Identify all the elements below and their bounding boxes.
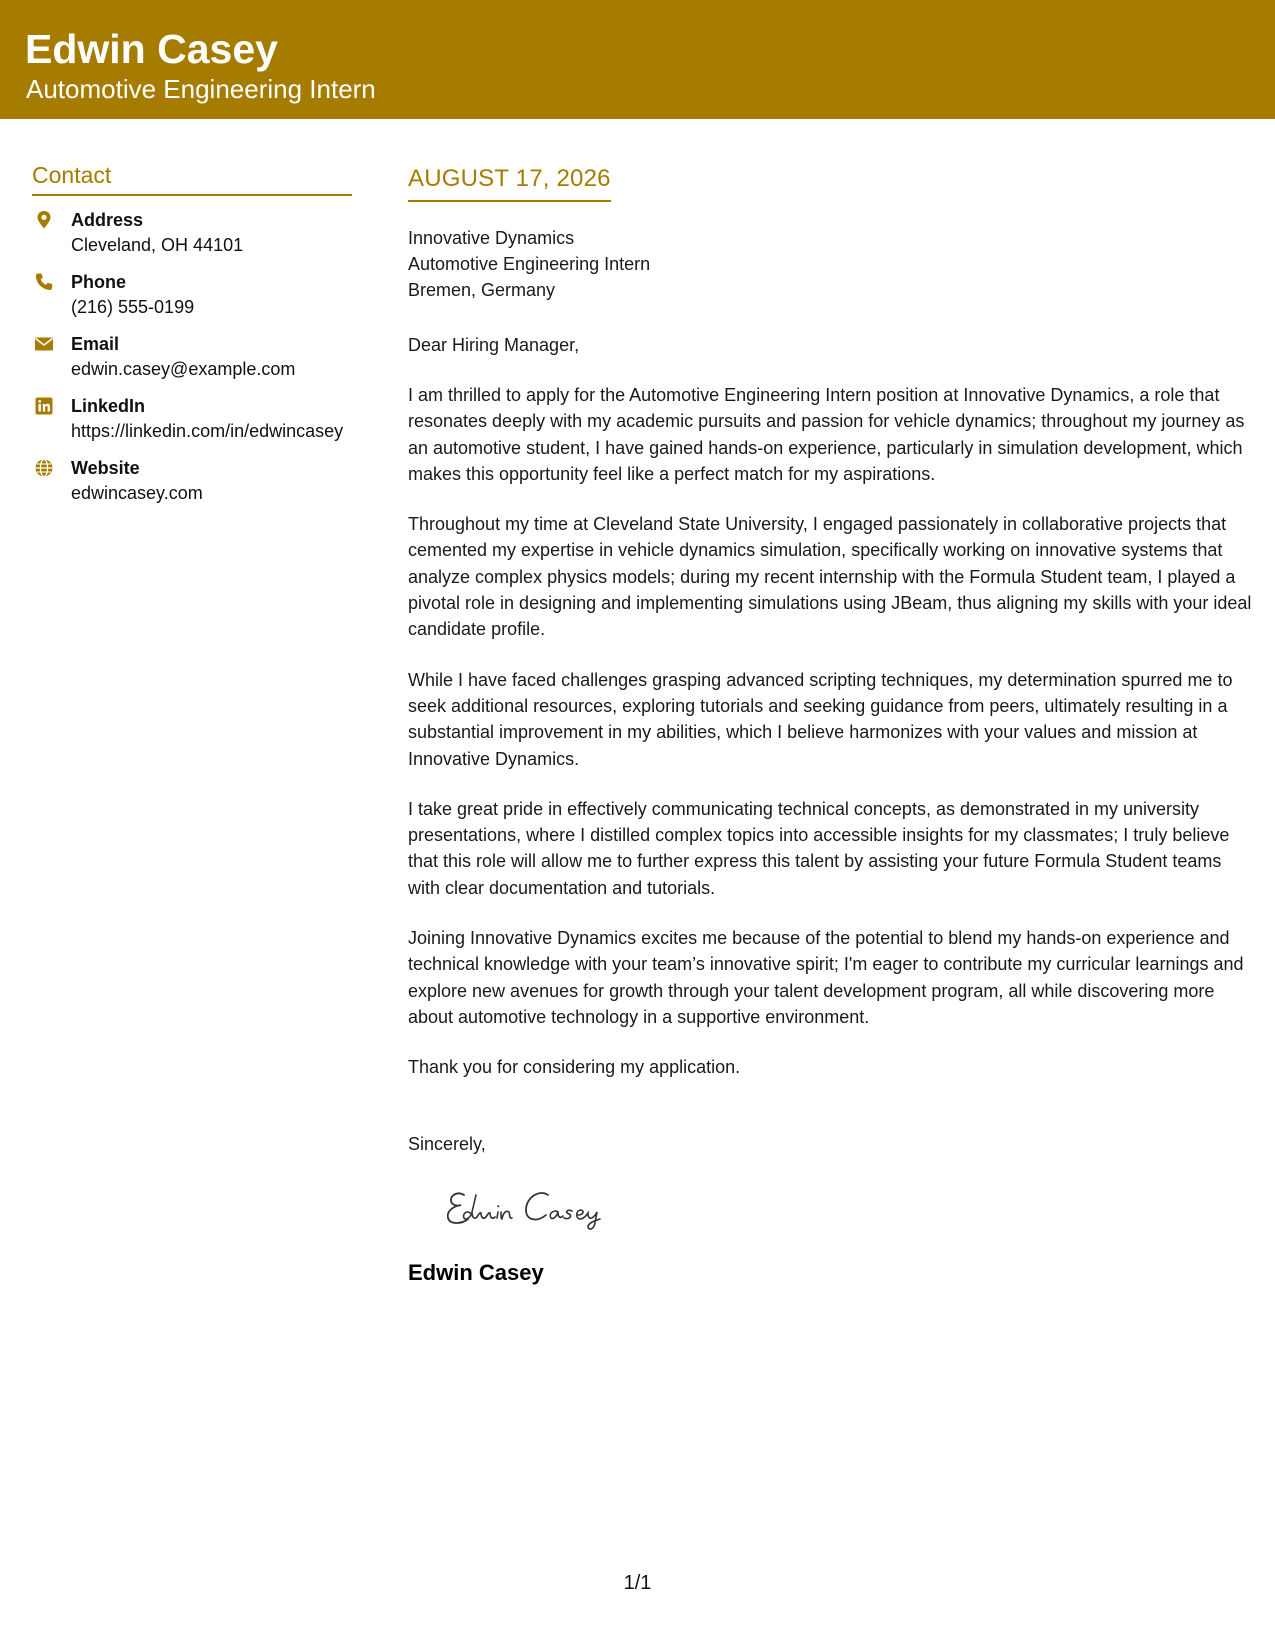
- contact-email: [32, 332, 352, 382]
- website-label: Website: [71, 458, 140, 478]
- closing: Sincerely,: [408, 1133, 486, 1154]
- email-label: Email: [71, 334, 120, 354]
- header-banner: [0, 0, 1275, 119]
- contact-linkedin: [32, 394, 352, 444]
- paragraph-1: I am thrilled to apply for the Automotive Engineering Intern position at Innovative Dynamics, a role that resonates deeply with my academic pursuits and passion for vehicle dynamics; throughout my journey as an automotive student, I have gained hands-on experience, particularly in simulation development, which makes this opportunity feel like a perfect match for my aspirations.: [408, 385, 1245, 484]
- signed-name: Edwin Casey: [408, 1259, 544, 1285]
- linkedin-label: LinkedIn: [71, 396, 146, 416]
- paragraph-3: While I have faced challenges grasping advanced scripting techniques, my determination spurred me to seek additional resources, exploring tutorials and seeking guidance from peers, ultimately resulting in a substantial improvement in my abilities, which I believe harmonizes with your values and mission at Innovative Dynamics.: [408, 669, 1233, 769]
- page-number: 1/1: [623, 1572, 652, 1594]
- salutation: Dear Hiring Manager,: [408, 335, 580, 355]
- contact-phone: [32, 270, 352, 320]
- address-label: Address: [71, 210, 144, 230]
- phone-icon: [34, 272, 54, 292]
- contact-website: [32, 456, 352, 506]
- globe-icon: [34, 458, 54, 478]
- handwritten-signature: [442, 1181, 642, 1237]
- website-value[interactable]: edwincasey.com: [71, 483, 203, 503]
- paragraph-5: Joining Innovative Dynamics excites me because of the potential to blend my hands-on experience and technical knowledge with your team’s innovative spirit; I'm eager to contribute my curricular learnings and explore new avenues for growth through your talent development program, all while discovering more about automotive technology in a supportive environment.: [408, 928, 1244, 1027]
- envelope-icon: [34, 334, 54, 354]
- linkedin-icon: [34, 396, 54, 416]
- candidate-role: Automotive Engineering Intern: [26, 74, 376, 104]
- phone-value: (216) 555-0199: [71, 297, 195, 317]
- linkedin-value[interactable]: https://linkedin.com/in/edwincasey: [71, 421, 344, 441]
- recipient-company: Innovative Dynamics: [408, 228, 575, 248]
- map-pin-icon: [34, 210, 54, 230]
- recipient-position: Automotive Engineering Intern: [408, 254, 651, 274]
- address-value: Cleveland, OH 44101: [71, 235, 244, 255]
- phone-label: Phone: [71, 272, 127, 292]
- contact-sidebar: [32, 160, 352, 518]
- contact-address: [32, 208, 352, 258]
- paragraph-2: Throughout my time at Cleveland State University, I engaged passionately in collaborative projects that cemented my expertise in vehicle dynamics simulation, specifically working on innovative systems that analyze complex physics models; during my recent internship with the Formula Student team, I played a pivotal role in designing and implementing simulations using JBeam, thus aligning my skills with your ideal candidate profile.: [408, 514, 1252, 640]
- contact-heading: Contact: [32, 160, 352, 196]
- letter-body: [408, 164, 1253, 1287]
- recipient-block: [408, 225, 1253, 303]
- email-value: edwin.casey@example.com: [71, 359, 296, 379]
- candidate-name: Edwin Casey: [25, 26, 278, 72]
- paragraph-thanks: Thank you for considering my application.: [408, 1057, 741, 1078]
- recipient-location: Bremen, Germany: [408, 280, 556, 300]
- paragraph-4: I take great pride in effectively communicating technical concepts, as demonstrated in my university presentations, where I distilled complex topics into accessible insights for my classmates; I truly believe that this role will allow me to further express this talent by assisting your future Formula Student teams with clear documentation and tutorials.: [408, 798, 1230, 898]
- letter-date: AUGUST 17, 2026: [408, 164, 611, 202]
